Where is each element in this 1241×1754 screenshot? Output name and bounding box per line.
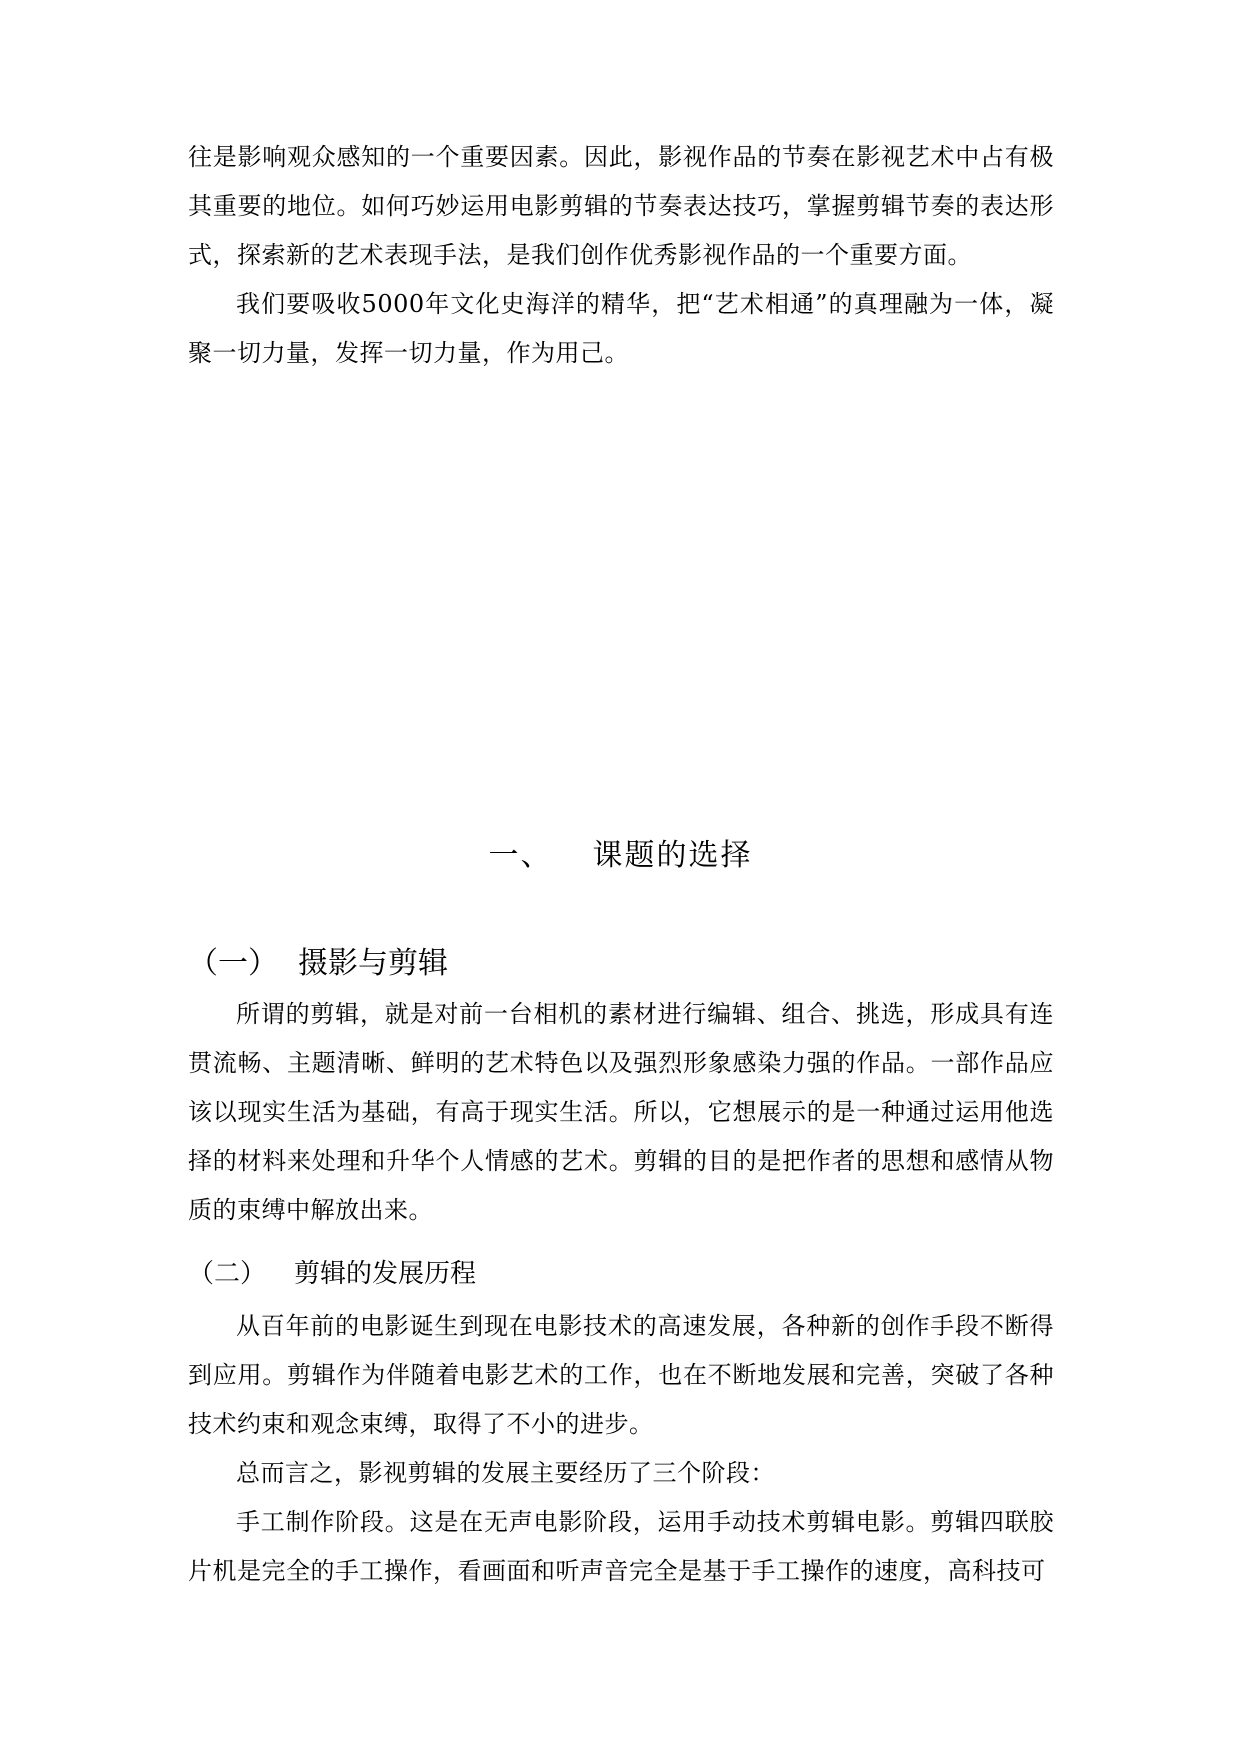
paragraph: 总而言之，影视剪辑的发展主要经历了三个阶段： bbox=[236, 1459, 775, 1487]
paragraph: 往是影响观众感知的一个重要因素。因此，影视作品的节奏在影视艺术中占有极其重要的地位。如何巧妙运用电影剪辑的节奏表达技巧，掌握剪辑节奏的表达形式，探索新的艺术表现手法，是我们创作优秀影视作品的一个重要方面。 bbox=[188, 143, 1054, 269]
section-body bbox=[188, 1302, 1054, 1596]
section-title: 剪辑的发展历程 bbox=[294, 1259, 477, 1289]
chapter-title-text: 课题的选择 bbox=[592, 838, 753, 873]
section-body bbox=[188, 990, 1054, 1235]
section-title: 摄影与剪辑 bbox=[298, 946, 448, 981]
paragraph: 我们要吸收5000年文化史海洋的精华，把“艺术相通”的真理融为一体，凝聚一切力量，发挥一切力量，作为用己。 bbox=[188, 290, 1054, 367]
chapter-number: 一、 bbox=[488, 838, 553, 873]
paragraph: 从百年前的电影诞生到现在电影技术的高速发展，各种新的创作手段不断得到应用。剪辑作为伴随着电影艺术的工作，也在不断地发展和完善，突破了各种技术约束和观念束缚，取得了不小的进步。 bbox=[188, 1312, 1054, 1438]
top-text-block bbox=[188, 133, 1054, 378]
paragraph: 所谓的剪辑，就是对前一台相机的素材进行编辑、组合、挑选，形成具有连贯流畅、主题清晰、鲜明的艺术特色以及强烈形象感染力强的作品。一部作品应该以现实生活为基础，有高于现实生活。所以，它想展示的是一种通过运用他选择的材料来处理和升华个人情感的艺术。剪辑的目的是把作者的思想和感情从物质的束缚中解放出来。 bbox=[188, 1000, 1054, 1224]
section-heading bbox=[188, 1254, 476, 1294]
section-heading bbox=[188, 942, 448, 986]
chapter-title bbox=[0, 836, 1241, 876]
section-number: （二） bbox=[188, 1259, 267, 1289]
paragraph: 手工制作阶段。这是在无声电影阶段，运用手动技术剪辑电影。剪辑四联胶片机是完全的手工操作，看画面和听声音完全是基于手工操作的速度，高科技可 bbox=[188, 1508, 1054, 1585]
section-number: （一） bbox=[188, 946, 278, 981]
